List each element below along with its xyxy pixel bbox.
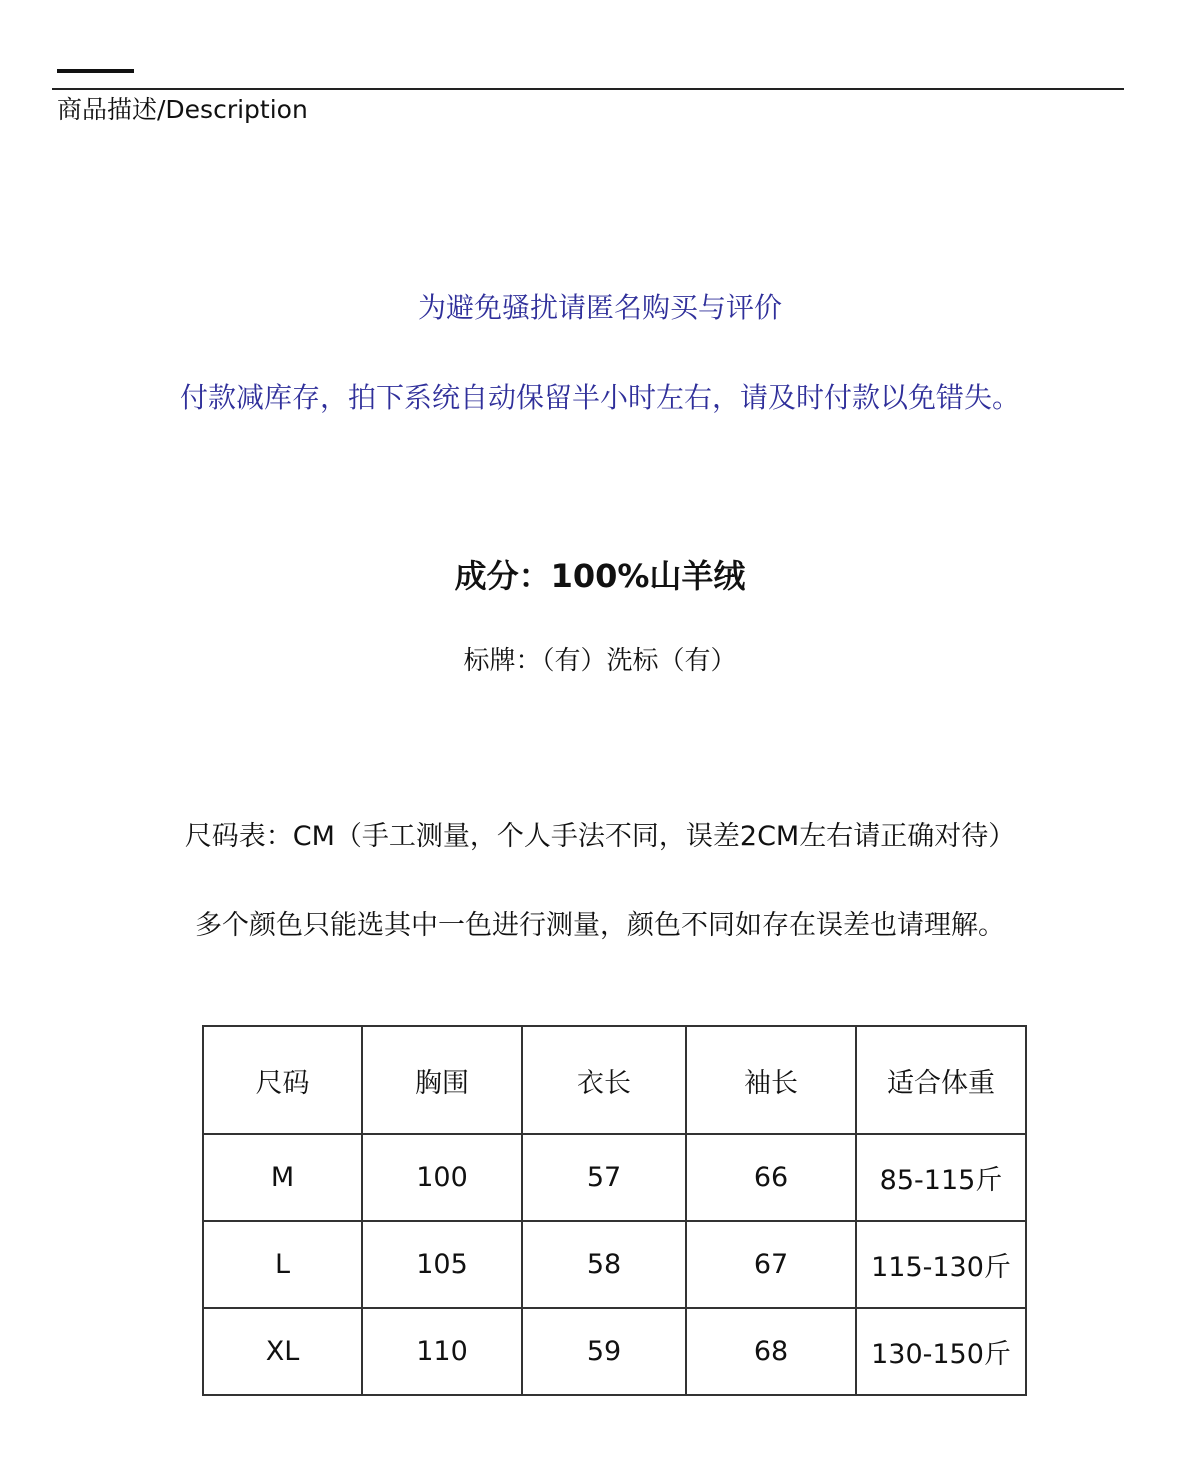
section-title: 商品描述/Description [57, 95, 308, 124]
cell-length: 59 [522, 1308, 686, 1395]
table-header-row [203, 1026, 1026, 1134]
table-row [203, 1221, 1026, 1308]
cell-weight: 130-150斤 [856, 1308, 1026, 1395]
cell-weight: 85-115斤 [856, 1134, 1026, 1221]
header-divider [52, 88, 1124, 90]
anonymous-purchase-notice: 为避免骚扰请匿名购买与评价 [417, 291, 782, 324]
header-weight: 适合体重 [856, 1026, 1026, 1134]
cell-length: 57 [522, 1134, 686, 1221]
color-measurement-note: 多个颜色只能选其中一色进行测量，颜色不同如存在误差也请理解。 [195, 910, 1005, 941]
size-chart-note: 尺码表：CM（手工测量，个人手法不同，误差2CM左右请正确对待） [184, 821, 1016, 852]
header-chest: 胸围 [362, 1026, 522, 1134]
cell-chest: 100 [362, 1134, 522, 1221]
payment-notice: 付款减库存，拍下系统自动保留半小时左右，请及时付款以免错失。 [179, 381, 1020, 414]
table-row [203, 1134, 1026, 1221]
cell-size: L [203, 1221, 362, 1308]
labels-text: 标牌：（有）洗标（有） [463, 646, 737, 676]
table-row [203, 1308, 1026, 1395]
cell-chest: 110 [362, 1308, 522, 1395]
cell-chest: 105 [362, 1221, 522, 1308]
cell-sleeve: 68 [686, 1308, 856, 1395]
cell-sleeve: 66 [686, 1134, 856, 1221]
cell-size: M [203, 1134, 362, 1221]
size-chart-table [202, 1025, 1027, 1396]
cell-length: 58 [522, 1221, 686, 1308]
header-length: 衣长 [522, 1026, 686, 1134]
cell-weight: 115-130斤 [856, 1221, 1026, 1308]
cell-size: XL [203, 1308, 362, 1395]
composition-text: 成分：100%山羊绒 [454, 557, 746, 595]
header-size: 尺码 [203, 1026, 362, 1134]
header-sleeve: 袖长 [686, 1026, 856, 1134]
header-accent-bar [57, 69, 134, 73]
cell-sleeve: 67 [686, 1221, 856, 1308]
